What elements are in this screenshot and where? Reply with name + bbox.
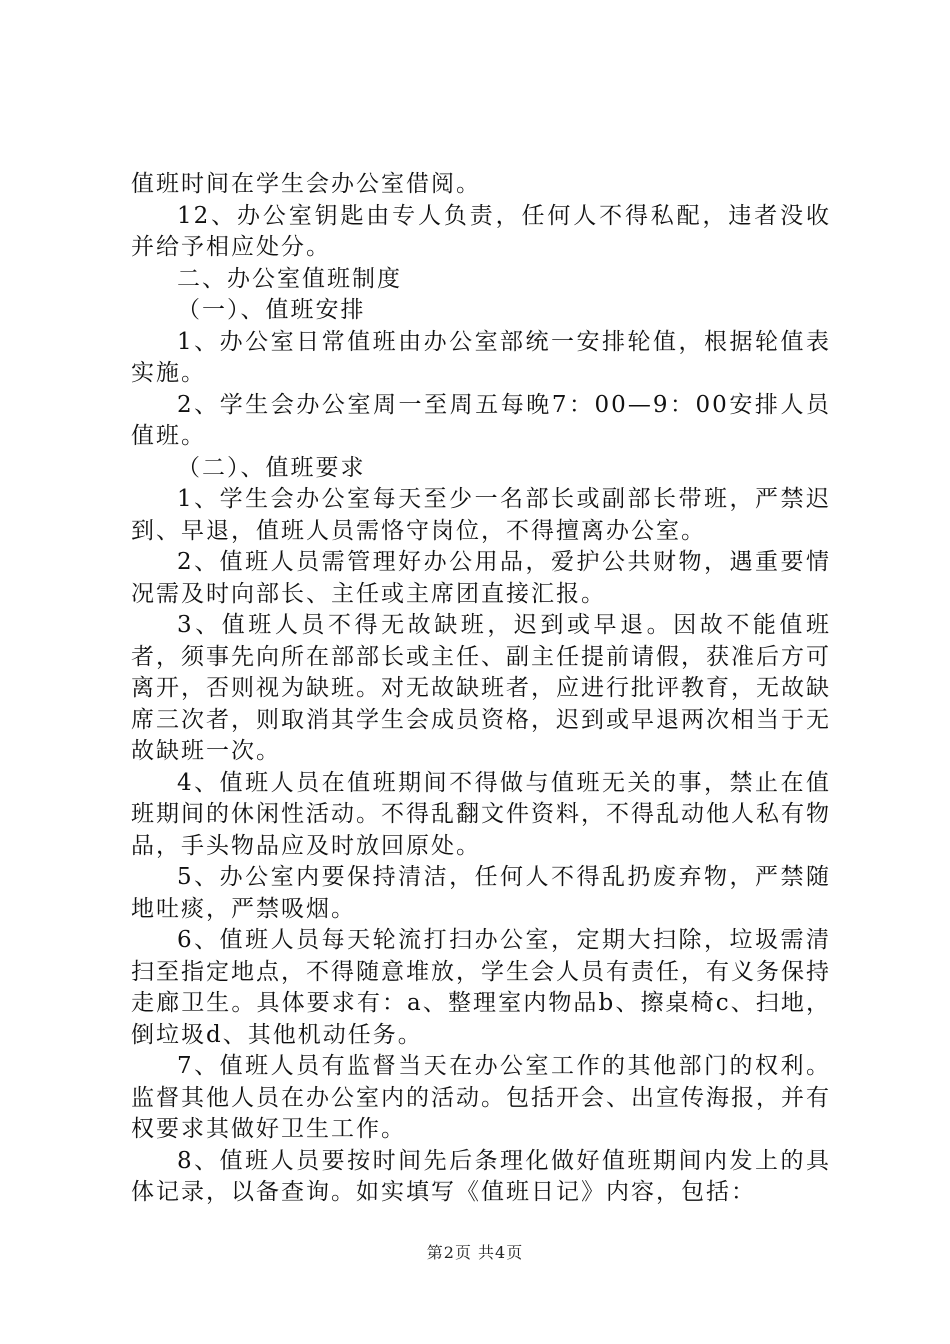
paragraph: 8、值班人员要按时间先后条理化做好值班期间内发上的具体记录，以备查询。如实填写《值班日记》内容，包括： (131, 1147, 831, 1205)
paragraph: 1、办公室日常值班由办公室部统一安排轮值，根据轮值表实施。 (131, 328, 831, 386)
page-footer: 第2页 共4页 (426, 1243, 524, 1262)
paragraph: 7、值班人员有监督当天在办公室工作的其他部门的权利。监督其他人员在办公室内的活动。包括开会、出宣传海报，并有权要求其做好卫生工作。 (131, 1053, 831, 1142)
paragraph: 6、值班人员每天轮流打扫办公室，定期大扫除，垃圾需清扫至指定地点，不得随意堆放，学生会人员有责任，有义务保持走廊卫生。具体要求有：a、整理室内物品b、擦桌椅c、扫地，倒垃圾d、其他机动任务。 (131, 927, 831, 1048)
paragraph: 5、办公室内要保持清洁，任何人不得乱扔废弃物，严禁随地吐痰，严禁吸烟。 (131, 864, 831, 922)
paragraph: 2、学生会办公室周一至周五每晚7：00—9：00安排人员值班。 (131, 391, 831, 449)
document-body (131, 169, 831, 1209)
paragraph: 2、值班人员需管理好办公用品，爱护公共财物，遇重要情况需及时向部长、主任或主席团直接汇报。 (131, 549, 831, 607)
paragraph: 值班时间在学生会办公室借阅。 (131, 171, 481, 197)
paragraph: 3、值班人员不得无故缺班，迟到或早退。因故不能值班者，须事先向所在部部长或主任、副主任提前请假，获准后方可离开，否则视为缺班。对无故缺班者，应进行批评教育，无故缺席三次者，则取消其学生会成员资格，迟到或早退两次相当于无故缺班一次。 (131, 612, 831, 764)
paragraph: 4、值班人员在值班期间不得做与值班无关的事，禁止在值班期间的休闲性活动。不得乱翻文件资料，不得乱动他人私有物品，手头物品应及时放回原处。 (131, 769, 831, 859)
paragraph: 12、办公室钥匙由专人负责，任何人不得私配，违者没收并给予相应处分。 (131, 202, 831, 260)
section-heading: 二、办公室值班制度 (177, 265, 402, 292)
subsection-heading: （一）、值班安排 (177, 297, 366, 323)
paragraph: 1、学生会办公室每天至少一名部长或副部长带班，严禁迟到、早退，值班人员需恪守岗位，不得擅离办公室。 (131, 486, 831, 544)
subsection-heading: （二）、值班要求 (177, 454, 366, 481)
